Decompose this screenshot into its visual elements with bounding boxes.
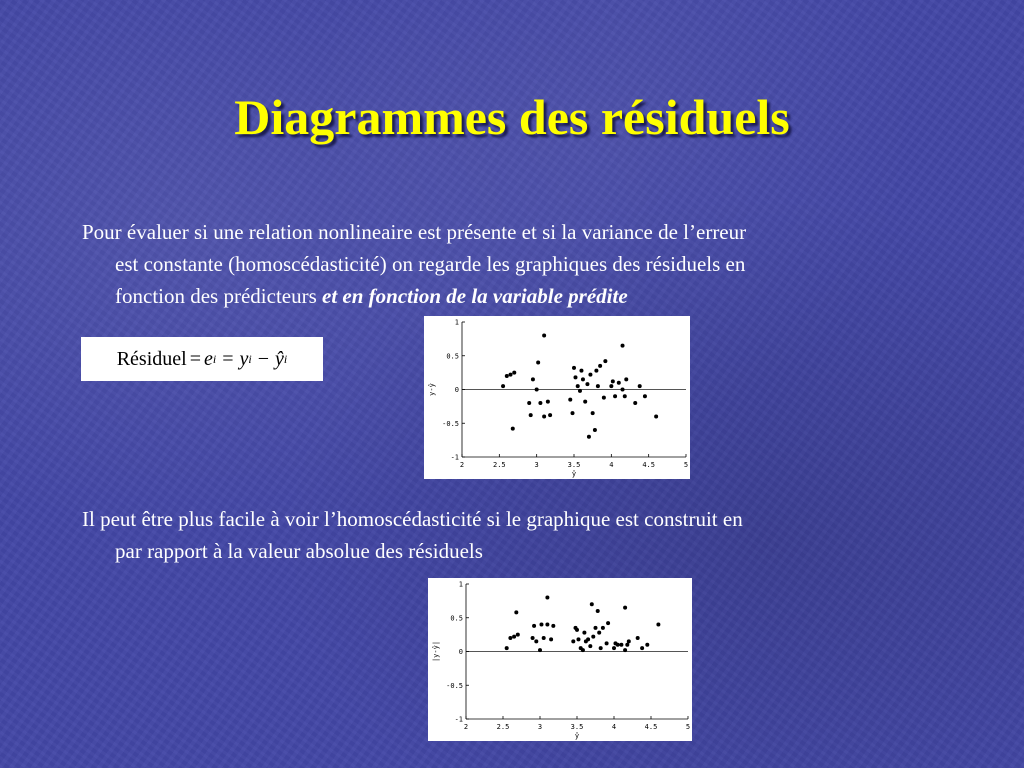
data-point — [640, 646, 644, 650]
data-point — [542, 334, 546, 338]
para1-line1: Pour évaluer si une relation nonlineaire est présente et si la variance de l’erreur — [82, 220, 747, 244]
data-point — [638, 384, 642, 388]
data-point — [582, 631, 586, 635]
data-point — [594, 626, 598, 630]
data-point — [545, 596, 549, 600]
absolute-residual-plot-svg — [428, 578, 692, 741]
data-point — [546, 400, 550, 404]
x-tick-label: 3 — [537, 723, 543, 731]
data-point — [612, 646, 616, 650]
data-point — [548, 413, 552, 417]
data-point — [531, 636, 535, 640]
data-point — [606, 621, 610, 625]
data-point — [636, 636, 640, 640]
data-point — [538, 401, 542, 405]
x-tick-label: 3 — [534, 461, 539, 469]
x-tick-label: 4.5 — [642, 461, 655, 469]
data-point — [591, 411, 595, 415]
formula-label: Résiduel — [116, 347, 187, 370]
data-point — [583, 400, 587, 404]
data-point — [645, 643, 649, 647]
data-point — [603, 359, 607, 363]
data-point — [624, 377, 628, 381]
data-point — [623, 648, 627, 652]
x-tick-label: 5 — [683, 461, 689, 469]
y-tick-label: -1 — [454, 715, 463, 724]
para2-line1: Il peut être plus facile à voir l’homoscédasticité si le graphique est construit en — [82, 507, 743, 531]
formula-e: e — [204, 347, 213, 370]
data-point — [627, 639, 631, 643]
data-point — [572, 366, 576, 370]
data-point — [581, 648, 585, 652]
data-point — [549, 637, 553, 641]
x-axis-label: ŷ — [571, 470, 577, 478]
residual-formula — [81, 337, 323, 381]
data-point — [501, 384, 505, 388]
data-point — [586, 637, 590, 641]
paragraph-homoscedasticity — [82, 503, 1002, 567]
data-point — [542, 636, 546, 640]
y-tick-label: 1 — [458, 580, 463, 589]
data-point — [573, 375, 577, 379]
data-point — [534, 639, 538, 643]
data-point — [598, 364, 602, 368]
data-point — [538, 648, 542, 652]
data-point — [531, 377, 535, 381]
data-point — [509, 373, 513, 377]
x-tick-label: 2 — [463, 723, 469, 731]
data-point — [619, 643, 623, 647]
formula-sub-i-3: i — [283, 351, 288, 366]
data-point — [587, 435, 591, 439]
x-tick-label: 3.5 — [567, 461, 581, 469]
data-point — [511, 427, 515, 431]
data-point — [623, 394, 627, 398]
data-point — [623, 606, 627, 610]
para1-line3-text: fonction des prédicteurs — [115, 284, 323, 308]
y-tick-label: 0 — [458, 648, 463, 656]
data-point — [514, 610, 518, 614]
data-point — [571, 639, 575, 643]
data-point — [611, 379, 615, 383]
data-point — [542, 415, 546, 419]
data-point — [536, 361, 540, 365]
data-point — [597, 631, 601, 635]
data-point — [590, 602, 594, 606]
data-point — [643, 394, 647, 398]
x-tick-label: 4.5 — [644, 723, 658, 731]
residual-plot-svg — [424, 316, 690, 479]
data-point — [599, 646, 603, 650]
data-point — [571, 411, 575, 415]
data-point — [596, 609, 600, 613]
data-point — [616, 643, 620, 647]
para1-line2: est constante (homoscédasticité) on regarde les graphiques des résiduels en — [115, 252, 746, 276]
y-tick-label: 1 — [454, 318, 459, 327]
data-point — [602, 396, 606, 400]
data-point — [505, 646, 509, 650]
data-point — [588, 373, 592, 377]
formula-equals-2: = — [222, 347, 234, 370]
data-point — [576, 637, 580, 641]
x-axis-label: ŷ — [574, 732, 580, 740]
x-tick-label: 3.5 — [570, 723, 584, 731]
data-point — [568, 398, 572, 402]
data-point — [591, 635, 595, 639]
data-point — [532, 624, 536, 628]
y-tick-label: -1 — [450, 453, 459, 462]
data-point — [512, 635, 516, 639]
y-tick-label: -0.5 — [446, 681, 463, 690]
data-point — [593, 428, 597, 432]
data-point — [633, 401, 637, 405]
x-tick-label: 5 — [685, 723, 691, 731]
y-axis-label: |y-ŷ| — [432, 640, 440, 663]
y-tick-label: -0.5 — [442, 419, 459, 428]
data-point — [596, 384, 600, 388]
data-point — [656, 623, 660, 627]
data-point — [535, 388, 539, 392]
data-point — [621, 344, 625, 348]
data-point — [527, 401, 531, 405]
data-point — [621, 388, 625, 392]
y-axis-label: y-ŷ — [428, 383, 436, 396]
para2-line2: par rapport à la valeur absolue des résiduels — [115, 539, 483, 563]
data-point — [601, 626, 605, 630]
x-tick-label: 4 — [609, 461, 614, 469]
data-point — [594, 369, 598, 373]
formula-minus: − — [257, 347, 270, 370]
slide-title: Diagrammes des résiduels — [234, 89, 790, 145]
data-point — [545, 623, 549, 627]
x-tick-label: 4 — [611, 723, 617, 731]
data-point — [605, 641, 609, 645]
x-tick-label: 2.5 — [496, 723, 510, 731]
y-tick-label: 0.5 — [450, 614, 463, 623]
data-point — [512, 371, 516, 375]
x-tick-label: 2 — [459, 461, 465, 469]
data-point — [551, 624, 555, 628]
data-point — [508, 636, 512, 640]
data-point — [579, 369, 583, 373]
x-tick-label: 2.5 — [493, 461, 506, 469]
formula-equals: = — [189, 347, 201, 370]
y-tick-label: 0.5 — [446, 352, 459, 361]
data-point — [617, 381, 621, 385]
formula-y: y — [239, 347, 249, 370]
formula-yhat: ŷ — [275, 347, 284, 370]
data-point — [654, 415, 658, 419]
data-point — [516, 633, 520, 637]
data-point — [609, 384, 613, 388]
para1-line3 — [82, 280, 1002, 312]
data-point — [581, 377, 585, 381]
data-point — [578, 389, 582, 393]
y-tick-label: 0 — [454, 386, 459, 394]
absolute-residual-plot — [428, 578, 692, 741]
data-point — [588, 644, 592, 648]
data-point — [505, 374, 509, 378]
formula-sub-i-2: i — [248, 351, 252, 366]
data-point — [585, 382, 589, 386]
paragraph-evaluation — [82, 216, 1002, 312]
formula-sub-i: i — [212, 351, 217, 366]
para1-line3-emphasis: et en fonction de la variable prédite — [322, 284, 628, 308]
residual-plot — [424, 316, 690, 479]
data-point — [576, 384, 580, 388]
data-point — [613, 394, 617, 398]
data-point — [575, 628, 579, 632]
data-point — [529, 413, 533, 417]
data-point — [539, 623, 543, 627]
